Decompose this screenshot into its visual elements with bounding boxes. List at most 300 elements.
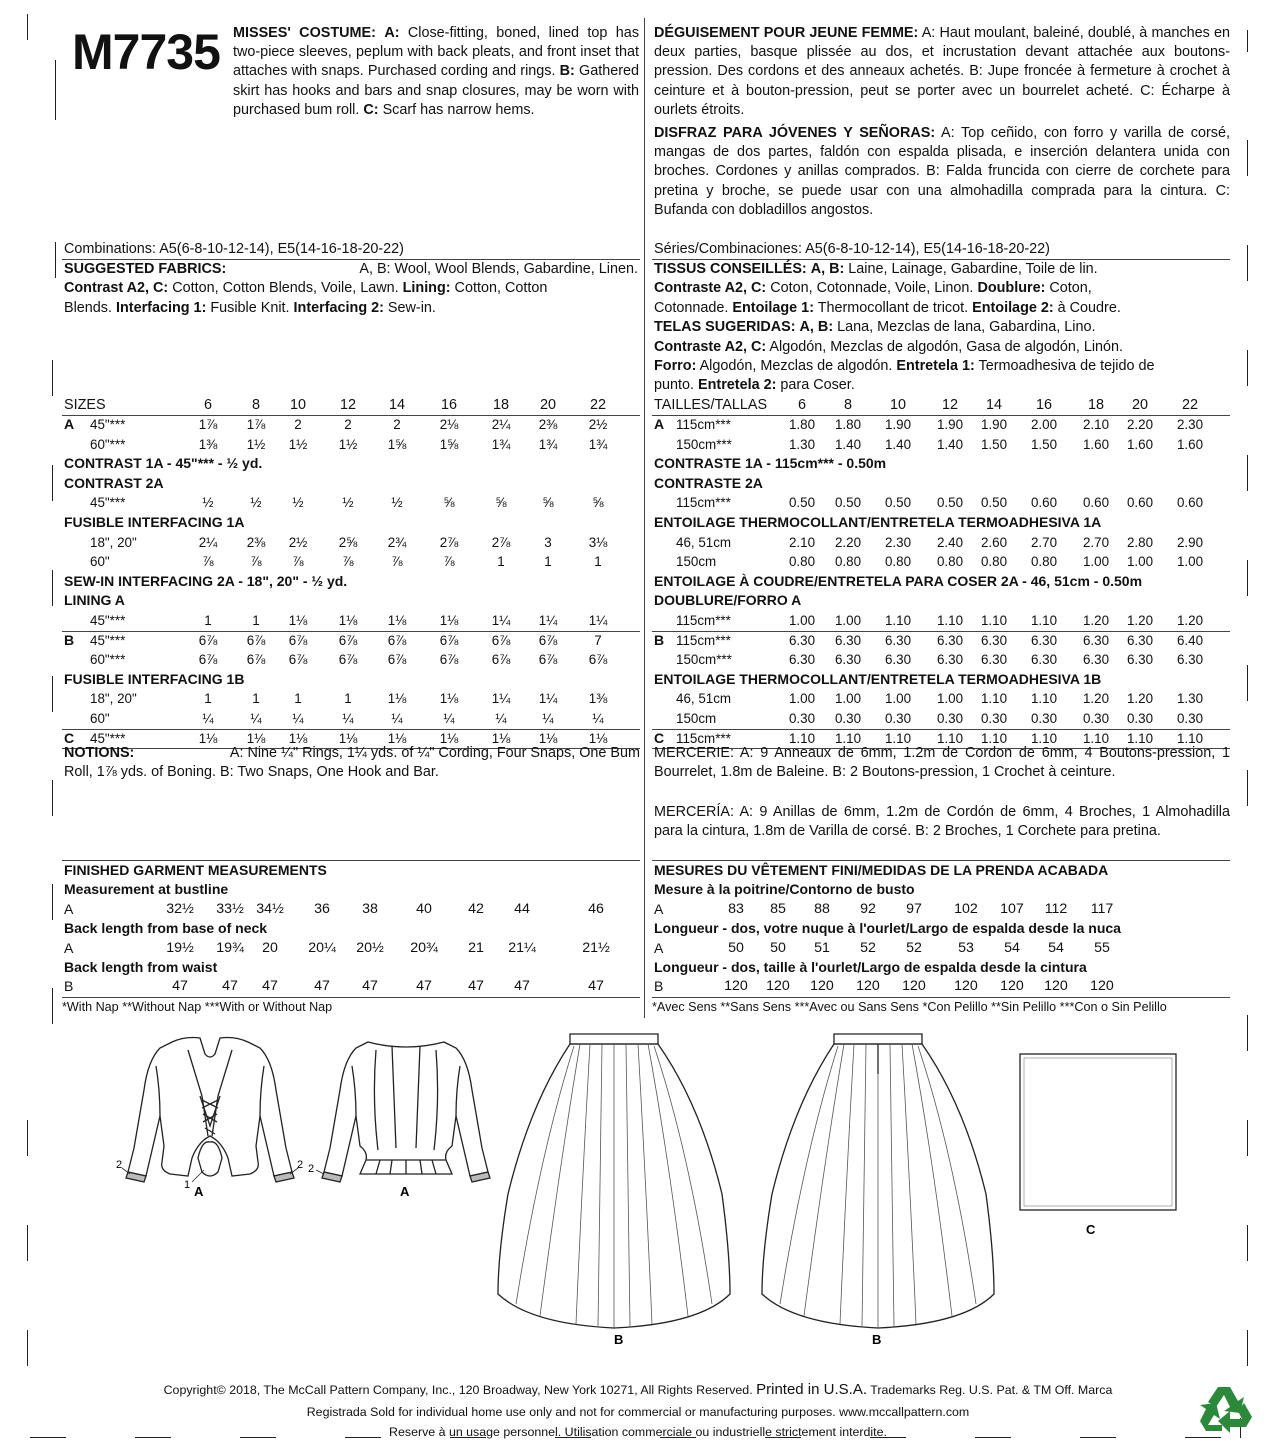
- measure-label: Longueur - dos, votre nuque à l'ourlet/Largo de espalda desde la nuca: [654, 920, 1121, 937]
- cell: 1.90: [884, 417, 912, 432]
- legal-line-2: Registrada Sold for individual home use only and not for commercial or manufacturing purposes. www.mccallpattern.com: [306, 1405, 970, 1419]
- cell: 2¼: [198, 534, 218, 550]
- spanish-description: [654, 124, 1230, 220]
- cell: 6⅞: [387, 632, 407, 648]
- cell: 6⅞: [588, 652, 608, 668]
- notions-es: [654, 803, 1230, 841]
- row-label: 46, 51cm: [676, 534, 732, 550]
- measure-cell: 47: [314, 978, 330, 995]
- cell: 1: [344, 691, 352, 707]
- measure-cell: 20: [262, 939, 278, 956]
- cell: 0.50: [980, 495, 1008, 511]
- fabric-key: Contraste A2, C:: [654, 280, 767, 297]
- fabric-line: [654, 299, 1230, 318]
- cell: 1⅜: [198, 436, 218, 452]
- finished-title: MESURES DU VÊTEMENT FINI/MEDIDAS DE LA PRENDA ACABADA: [654, 862, 1109, 878]
- cell: 6.30: [1126, 652, 1154, 668]
- cell: ⅞: [391, 554, 403, 570]
- cell: ¼: [542, 711, 554, 726]
- cell: 6⅞: [491, 652, 511, 668]
- measure-cell: 112: [1044, 900, 1068, 917]
- cell: 0.30: [980, 711, 1008, 726]
- measure-cell: 120: [954, 978, 978, 995]
- fabric-text: Lana, Mezclas de lana, Gabardina, Lino.: [833, 319, 1096, 336]
- section-heading: ENTOILAGE À COUDRE/ENTRETELA PARA COSER 2A - 46, 51cm - 0.50m: [654, 572, 1143, 589]
- fabric-key: SUGGESTED FABRICS:: [64, 261, 227, 277]
- border-dash: [1247, 1225, 1248, 1261]
- measure-cell: 120: [766, 978, 790, 995]
- cell: 1⅞: [198, 417, 218, 432]
- cell: 0.30: [1176, 711, 1204, 726]
- cell: 0.50: [788, 495, 816, 511]
- size-header-16: 16: [1035, 397, 1052, 413]
- view-b-back-label: B: [872, 1332, 882, 1347]
- cell: 3⅛: [588, 534, 608, 550]
- cell: 1.50: [1030, 436, 1058, 452]
- callout-2-back: 2: [308, 1163, 315, 1175]
- border-dash: [27, 1225, 28, 1261]
- cell: 1⅛: [538, 730, 558, 746]
- cell: 2.20: [1126, 417, 1154, 432]
- cell: 6.30: [1126, 632, 1154, 648]
- cell: 1¾: [538, 436, 558, 452]
- cell: 1.80: [788, 417, 816, 432]
- fabric-text: Cotonnade.: [654, 299, 733, 316]
- fabric-line: [654, 279, 1230, 298]
- cell: 1.00: [788, 613, 816, 628]
- size-header-6: 6: [797, 397, 806, 413]
- border-dash: [27, 14, 28, 40]
- view-c-label: C: [1086, 1222, 1096, 1237]
- fabric-key: Entretela 1:: [896, 358, 975, 375]
- row-label: 115cm***: [676, 495, 731, 511]
- size-header-18: 18: [1087, 397, 1104, 413]
- fabric-key: Interfacing 1:: [116, 299, 207, 316]
- fabric-key: Doublure:: [977, 280, 1046, 297]
- cell: 1.40: [936, 436, 964, 452]
- cell: 1.00: [834, 613, 862, 628]
- cell: 0.30: [884, 711, 912, 726]
- footnote: *With Nap **Without Nap ***With or Without Nap: [62, 999, 333, 1014]
- measure-cell: 50: [728, 939, 744, 956]
- sizes-header: TAILLES/TALLAS: [654, 397, 768, 413]
- border-dash: [52, 465, 53, 501]
- cell: ⅞: [342, 554, 354, 570]
- cell: 6⅞: [288, 632, 308, 648]
- cell: 1⅛: [387, 730, 407, 746]
- measure-label: Mesure à la poitrine/Contorno de busto: [654, 881, 915, 898]
- cell: ½: [202, 495, 214, 511]
- border-dash: [27, 1120, 28, 1156]
- size-header-12: 12: [941, 397, 958, 413]
- cell: 6.30: [1082, 652, 1110, 668]
- measure-cell: 52: [906, 939, 922, 956]
- row-label: 115cm***: [676, 730, 731, 746]
- row-label: 45"***: [90, 632, 126, 648]
- view-b-front-label: B: [614, 1332, 624, 1347]
- fabric-text: Fusible Knit.: [206, 299, 294, 316]
- fabric-text: Cotton, Cotton: [450, 280, 548, 297]
- cell: 6.30: [884, 632, 912, 648]
- notions-fr: [654, 744, 1230, 782]
- section-heading: FUSIBLE INTERFACING 1A: [64, 514, 245, 530]
- cell: 1: [594, 554, 602, 570]
- size-header-22: 22: [589, 397, 606, 413]
- cell: 1⅝: [387, 436, 407, 452]
- measure-cell: 120: [856, 978, 880, 995]
- french-description: [654, 24, 1230, 120]
- cell: 6.30: [936, 652, 964, 668]
- cell: 1.10: [936, 730, 964, 746]
- cell: 0.50: [834, 495, 862, 511]
- measure-cell: 47: [468, 978, 484, 995]
- measure-cell: 19½: [166, 939, 194, 956]
- cell: 2⅞: [439, 534, 459, 550]
- cell: 1¼: [538, 613, 558, 628]
- row-label: 60"***: [90, 652, 126, 668]
- description-title: MISSES' COSTUME:: [233, 25, 376, 41]
- border-dash: [55, 242, 56, 278]
- cell: 1.40: [884, 436, 912, 452]
- view-key: C: [64, 729, 75, 746]
- cell: 1.00: [788, 691, 816, 707]
- fr-notions: MERCERIE: A: 9 Anneaux de 6mm, 1.2m de Cordon de 6mm, 4 Boutons-pression, 1 Bourrelet, 1.8m de Baleine. B: 2 Boutons-pression, 1 Crochet à ceinture.: [654, 745, 1230, 781]
- cell: ½: [391, 495, 403, 511]
- cell: 3: [544, 534, 552, 550]
- cell: 6.30: [1030, 652, 1058, 668]
- border-dash: [1247, 30, 1248, 52]
- cell: ⅝: [592, 495, 604, 511]
- cell: 1⅛: [338, 613, 358, 628]
- desc-part-text: Close-fitting, boned, lined top has two-piece sleeves, peplum with back pleats, and front inset that attaches with snaps. Purchased cording and rings.: [233, 25, 640, 80]
- cell: ¼: [391, 711, 403, 726]
- cell: 6.40: [1176, 632, 1204, 648]
- measure-label: Back length from base of neck: [64, 920, 268, 937]
- cell: ⅞: [250, 554, 262, 570]
- measure-cell: 107: [1000, 900, 1024, 917]
- cell: 0.50: [884, 495, 912, 511]
- cell: 1.20: [1082, 613, 1110, 628]
- cell: 1.10: [936, 613, 964, 628]
- cell: 0.30: [1126, 711, 1154, 726]
- fabric-text: Blends.: [64, 299, 116, 316]
- cell: 6.30: [884, 652, 912, 668]
- section-heading: LINING A: [64, 592, 125, 609]
- copyright-text: Copyright© 2018, The McCall Pattern Company, Inc., 120 Broadway, New York 10271, All Rights Reserved.: [163, 1383, 753, 1397]
- border-dash: [52, 884, 53, 920]
- cell: 1.10: [980, 613, 1008, 628]
- fabric-key: A, B:: [810, 261, 845, 277]
- row-label: 45"***: [90, 613, 126, 628]
- cell: 2¼: [491, 417, 511, 432]
- cell: ⅞: [292, 554, 304, 570]
- footnote: *Avec Sens **Sans Sens ***Avec ou Sans Sens *Con Pelillo **Sin Pelillo ***Con o Sin Pelillo: [652, 999, 1167, 1014]
- illustration-a-back: [306, 1030, 506, 1210]
- fabric-text: à Coudre.: [1053, 299, 1121, 316]
- measure-label: Longueur - dos, taille à l'ourlet/Largo de espalda desde la cintura: [654, 959, 1087, 975]
- cell: 1.90: [980, 417, 1008, 432]
- measure-view: A: [64, 900, 74, 917]
- measure-cell: 47: [588, 978, 604, 995]
- cell: 1: [294, 691, 302, 707]
- border-dash: [52, 988, 53, 1024]
- size-header-10: 10: [889, 397, 906, 413]
- cell: 0.80: [834, 554, 862, 570]
- size-header-14: 14: [388, 397, 405, 413]
- cell: 2.70: [1082, 534, 1110, 550]
- section-heading: ENTOILAGE THERMOCOLLANT/ENTRETELA TERMOADHESIVA 1B: [654, 670, 1102, 687]
- illustration-a-front: [110, 1030, 310, 1210]
- section-heading: ENTOILAGE THERMOCOLLANT/ENTRETELA TERMOADHESIVA 1A: [654, 514, 1102, 530]
- view-key: C: [654, 729, 665, 746]
- cell: 2.70: [1030, 534, 1058, 550]
- measure-cell: 83: [728, 900, 744, 917]
- cell: 6⅞: [538, 632, 558, 648]
- cell: 2.30: [1176, 417, 1204, 432]
- cell: 0.80: [980, 554, 1008, 570]
- measure-cell: 40: [416, 900, 432, 917]
- cell: 2.20: [834, 534, 862, 550]
- trademarks: Trademarks Reg. U.S. Pat. & TM Off. Marca: [870, 1383, 1113, 1397]
- measure-cell: 42: [468, 900, 484, 917]
- view-key: A: [64, 416, 75, 432]
- cell: 2⅝: [338, 534, 358, 550]
- cell: ¼: [495, 711, 507, 726]
- border-dash: [1247, 350, 1248, 386]
- cell: 1¼: [588, 613, 608, 628]
- cell: 1⅛: [338, 730, 358, 746]
- english-description: [233, 24, 639, 120]
- fr-description-body: A: Haut moulant, baleiné, doublé, à manches en deux parties, basque plissée au dos, et incrustation devant attachée aux boutons-pression. Des cordons et des anneaux achetés. B: Jupe froncée à fermeture à crochet à ceinture et à bouton-pression, peut se porter avec un bourrelet acheté. C: Écharpe à ourlets étroits.: [654, 25, 1230, 118]
- measure-cell: 102: [954, 900, 978, 917]
- cell: 1⅝: [439, 436, 459, 452]
- cell: 1.30: [788, 436, 816, 452]
- row-label: 150cm: [676, 711, 717, 726]
- cell: 1⅛: [491, 730, 511, 746]
- border-dash: [52, 780, 53, 816]
- fabric-key: Interfacing 2:: [293, 299, 384, 316]
- fabric-text: A, B: Wool, Wool Blends, Gabardine, Linen.: [359, 261, 638, 277]
- fabric-text: Coton, Cotonnade, Voile, Linon.: [766, 280, 978, 297]
- cell: 1.90: [936, 417, 964, 432]
- measure-cell: 120: [902, 978, 926, 995]
- cell: 2⅜: [246, 534, 266, 550]
- cell: 6.30: [1082, 632, 1110, 648]
- cell: 1⅛: [246, 730, 266, 746]
- border-dash: [52, 570, 53, 606]
- border-dash: [55, 60, 56, 120]
- measure-cell: 47: [222, 978, 238, 995]
- size-header-10: 10: [289, 397, 306, 413]
- border-dash: [1247, 1120, 1248, 1156]
- measure-cell: 120: [1044, 978, 1068, 995]
- cell: 1.20: [1126, 691, 1154, 707]
- view-key: A: [654, 416, 665, 432]
- measure-cell: 47: [172, 978, 188, 995]
- cell: 2: [393, 417, 401, 432]
- cell: 2.10: [788, 534, 816, 550]
- cell: ¼: [292, 711, 304, 726]
- row-label: 60"***: [90, 436, 126, 452]
- cell: 1½: [288, 436, 308, 452]
- cell: 2: [344, 417, 352, 432]
- cell: 1.10: [788, 730, 816, 746]
- fabric-key: Contraste A2, C:: [654, 338, 767, 355]
- border-dash: [52, 360, 53, 396]
- measure-cell: 47: [416, 978, 432, 995]
- measure-cell: 54: [1004, 939, 1020, 956]
- fabric-line: [654, 260, 1230, 279]
- fabric-text: Termoadhesiva de tejido de: [974, 358, 1155, 375]
- measure-cell: 97: [906, 900, 922, 917]
- measure-label: Measurement at bustline: [64, 881, 229, 898]
- fabric-key: Entoilage 1:: [732, 299, 814, 316]
- finished-title: FINISHED GARMENT MEASUREMENTS: [64, 862, 327, 878]
- border-dash: [52, 676, 53, 712]
- desc-part-key: B:: [559, 63, 575, 80]
- view-a-front-label: A: [194, 1184, 204, 1199]
- size-header-14: 14: [985, 397, 1002, 413]
- fabric-key: Contrast A2, C:: [64, 280, 169, 297]
- row-label: 45"***: [90, 730, 126, 746]
- fr-description-title: DÉGUISEMENT POUR JEUNE FEMME:: [654, 25, 919, 41]
- cell: 1⅛: [387, 613, 407, 628]
- cell: 1.30: [1176, 691, 1204, 707]
- measure-cell: 47: [362, 978, 378, 995]
- illustration-c-scarf: [1010, 1050, 1190, 1240]
- desc-part-text: Gathered skirt has hooks and bars and snap closures, may be worn with purchased bum roll.: [233, 63, 639, 118]
- size-header-22: 22: [1181, 397, 1198, 413]
- cell: 6⅞: [338, 632, 358, 648]
- measure-cell: 21½: [582, 939, 610, 956]
- cell: 1⅛: [288, 613, 308, 628]
- view-a-back-label: A: [400, 1184, 410, 1199]
- cell: 6⅞: [387, 652, 407, 668]
- fabric-key: TISSUS CONSEILLÉS:: [654, 261, 807, 277]
- fabric-key: Forro:: [654, 358, 697, 375]
- cell: 6⅞: [439, 632, 459, 648]
- fabric-text: punto.: [654, 377, 699, 394]
- cell: 0.80: [936, 554, 964, 570]
- row-label: 150cm***: [676, 436, 732, 452]
- es-description-title: DISFRAZ PARA JÓVENES Y SEÑORAS:: [654, 125, 936, 141]
- measure-cell: 20½: [356, 939, 384, 956]
- cell: 1¾: [491, 436, 511, 452]
- cell: ¼: [592, 711, 604, 726]
- cell: 0.60: [1176, 495, 1204, 511]
- cell: 2¾: [387, 534, 407, 550]
- section-heading: CONTRAST 1A - 45"*** - ½ yd.: [64, 455, 263, 472]
- cell: 7: [594, 632, 602, 648]
- cell: ¼: [443, 711, 455, 726]
- border-dash: [1247, 665, 1248, 701]
- measure-cell: 53: [958, 939, 974, 956]
- measure-cell: 21¼: [508, 939, 536, 956]
- row-label: 150cm***: [676, 652, 732, 668]
- cell: ½: [342, 495, 354, 511]
- cell: 1: [252, 613, 260, 628]
- cell: ½: [292, 495, 304, 511]
- cell: 1⅛: [439, 613, 459, 628]
- row-label: 45"***: [90, 495, 126, 511]
- cell: 2.90: [1176, 534, 1204, 550]
- size-header-12: 12: [339, 397, 356, 413]
- cell: 0.30: [1030, 711, 1058, 726]
- suggested-fabrics: [64, 260, 638, 318]
- cell: 1: [204, 613, 212, 628]
- fabric-key: TELAS SUGERIDAS:: [654, 319, 796, 336]
- cell: ¼: [250, 711, 262, 726]
- cell: 2: [294, 417, 302, 432]
- measure-cell: 47: [262, 978, 278, 995]
- size-header-6: 6: [203, 397, 212, 413]
- measure-cell: 21: [468, 939, 484, 956]
- cell: 1¼: [491, 613, 511, 628]
- cell: 1⅞: [246, 417, 266, 432]
- row-label: 60": [90, 711, 110, 726]
- border-dash: [1247, 245, 1248, 281]
- measure-cell: 120: [1000, 978, 1024, 995]
- combinations: Combinations: A5(6-8-10-12-14), E5(14-16-18-20-22): [64, 241, 404, 257]
- desc-part-key: A:: [384, 25, 400, 41]
- size-header-8: 8: [843, 397, 852, 413]
- notions-text: A: Nine ¼" Rings, 1¼ yds. of ¼" Cording, Four Snaps, One Bum: [229, 745, 640, 761]
- cell: 1¼: [538, 691, 558, 707]
- cell: 1.20: [1176, 613, 1204, 628]
- cell: 1.10: [1176, 730, 1204, 746]
- fabric-text: Laine, Lainage, Gabardine, Toile de lin.: [844, 261, 1098, 277]
- cell: 2.80: [1126, 534, 1154, 550]
- cell: 2⅞: [491, 534, 511, 550]
- section-heading: DOUBLURE/FORRO A: [654, 592, 802, 609]
- border-dash: [1247, 770, 1248, 806]
- cell: 0.60: [1126, 495, 1154, 511]
- cell: 1: [252, 691, 260, 707]
- cell: 1¾: [588, 436, 608, 452]
- cell: 0.30: [936, 711, 964, 726]
- section-heading: CONTRASTE 1A - 115cm*** - 0.50m: [654, 455, 887, 472]
- legal-line-3: Reserve à un usage personnel. Utilisation commerciale ou industrielle strictement interdite.: [389, 1425, 887, 1439]
- cell: 1.60: [1176, 436, 1204, 452]
- fabric-line: [64, 299, 638, 318]
- cell: 1.80: [834, 417, 862, 432]
- cell: 2⅛: [439, 417, 459, 432]
- cell: 0.50: [936, 495, 964, 511]
- copyright-line: [0, 1382, 1276, 1398]
- cell: 1.10: [1082, 730, 1110, 746]
- measure-label: Back length from waist: [64, 959, 218, 975]
- fabric-key: A, B:: [799, 319, 834, 336]
- cell: 1.60: [1082, 436, 1110, 452]
- measure-view: A: [654, 939, 664, 956]
- cell: 1.60: [1126, 436, 1154, 452]
- measure-cell: 44: [514, 900, 530, 917]
- fabric-text: Algodón, Mezclas de algodón.: [696, 358, 897, 375]
- border-dash: [1247, 140, 1248, 176]
- cell: 6.30: [1030, 632, 1058, 648]
- illustration-b-back: [754, 1024, 1014, 1354]
- row-label: 60": [90, 554, 110, 570]
- callout-lines: [122, 1168, 298, 1182]
- border-dash: [1247, 1330, 1248, 1366]
- measure-cell: 85: [770, 900, 786, 917]
- cell: ½: [250, 495, 262, 511]
- measure-cell: 120: [1090, 978, 1114, 995]
- cell: 1.40: [834, 436, 862, 452]
- section-heading: CONTRAST 2A: [64, 474, 164, 491]
- cell: 6.30: [1176, 652, 1204, 668]
- border-dash: [1247, 455, 1248, 491]
